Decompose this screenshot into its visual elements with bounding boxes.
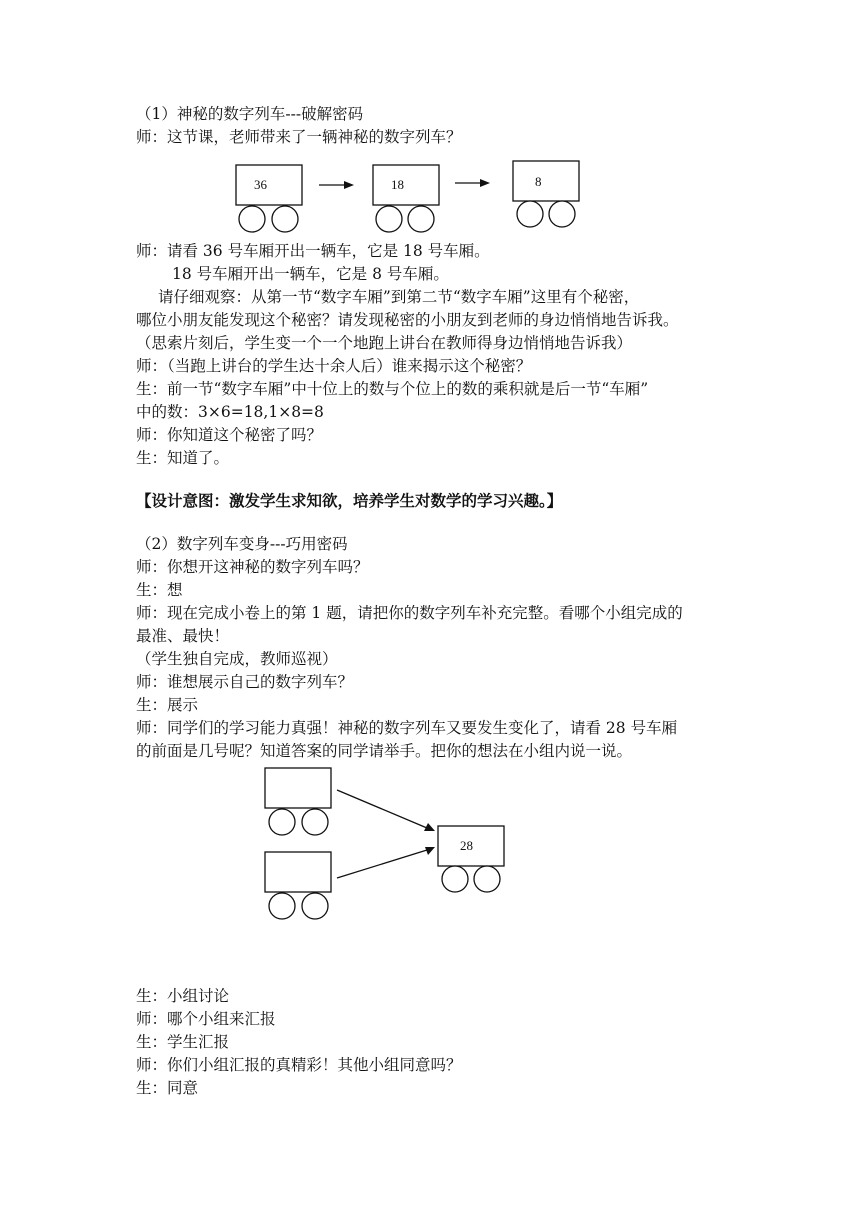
train-car-3 — [513, 161, 579, 227]
section1-heading: （1）神秘的数字列车---破解密码 — [136, 105, 364, 123]
target-car — [438, 826, 504, 892]
text-line: 生：想 — [136, 581, 183, 599]
text-line: 生：前一节“数字车厢”中十位上的数与个位上的数的乘积就是后一节“车厢” — [136, 380, 649, 398]
target-car-number: 28 — [460, 838, 473, 853]
text-line: 师：（当跑上讲台的学生达十余人后）谁来揭示这个秘密？ — [136, 357, 532, 375]
text-line: 生：同意 — [136, 1079, 199, 1097]
arrow-icon — [337, 847, 435, 878]
text-line: 18 号车厢开出一辆车，它是 8 号车厢。 — [172, 265, 449, 283]
arrow-icon — [455, 179, 490, 187]
arrow-icon — [337, 790, 435, 831]
text-line: 生：知道了。 — [136, 449, 230, 467]
text-line: 生：小组讨论 — [136, 987, 230, 1005]
text-line: （学生独自完成，教师巡视） — [136, 650, 338, 668]
section1-intro: 师：这节课，老师带来了一辆神秘的数字列车？ — [136, 128, 462, 146]
text-line: 的前面是几号呢？知道答案的同学请举手。把你的想法在小组内说一说。 — [136, 742, 633, 760]
text-line: 请仔细观察：从第一节“数字车厢”到第二节“数字车厢”这里有个秘密， — [158, 288, 640, 306]
section2-heading: （2）数字列车变身---巧用密码 — [136, 535, 348, 553]
text-line: 最准、最快！ — [136, 627, 230, 645]
text-line: 师：谁想展示自己的数字列车？ — [136, 673, 354, 691]
text-line: 师：你们小组汇报的真精彩！其他小组同意吗？ — [136, 1056, 462, 1074]
text-line: 生：学生汇报 — [136, 1033, 230, 1051]
text-line: 中的数：3×6=18,1×8=8 — [136, 403, 324, 421]
car-number-2: 18 — [391, 177, 404, 192]
unknown-car-1 — [265, 768, 331, 835]
train-car-1 — [236, 165, 302, 232]
text-line: 生：展示 — [136, 696, 199, 714]
text-line: 师：现在完成小卷上的第 1 题，请把你的数字列车补充完整。看哪个小组完成的 — [136, 604, 683, 622]
train-car-2 — [373, 165, 439, 232]
text-line: 师：请看 36 号车厢开出一辆车，它是 18 号车厢。 — [136, 242, 490, 260]
design-intent: 【设计意图：激发学生求知欲，培养学生对数学的学习兴趣。】 — [136, 491, 563, 510]
text-line: 哪位小朋友能发现这个秘密？请发现秘密的小朋友到老师的身边悄悄地告诉我。 — [136, 311, 679, 329]
arrow-icon — [319, 181, 354, 189]
unknown-car-2 — [265, 852, 331, 919]
text-line: 师：你知道这个秘密了吗？ — [136, 426, 323, 444]
text-line: （思索片刻后，学生变一个一个地跑上讲台在教师得身边悄悄地告诉我） — [136, 334, 633, 352]
car-number-3: 8 — [535, 174, 542, 189]
text-line: 师：你想开这神秘的数字列车吗？ — [136, 558, 369, 576]
car-number-1: 36 — [254, 177, 267, 192]
text-line: 师：哪个小组来汇报 — [136, 1010, 276, 1028]
text-line: 师：同学们的学习能力真强！神秘的数字列车又要发生变化了，请看 28 号车厢 — [136, 719, 678, 737]
